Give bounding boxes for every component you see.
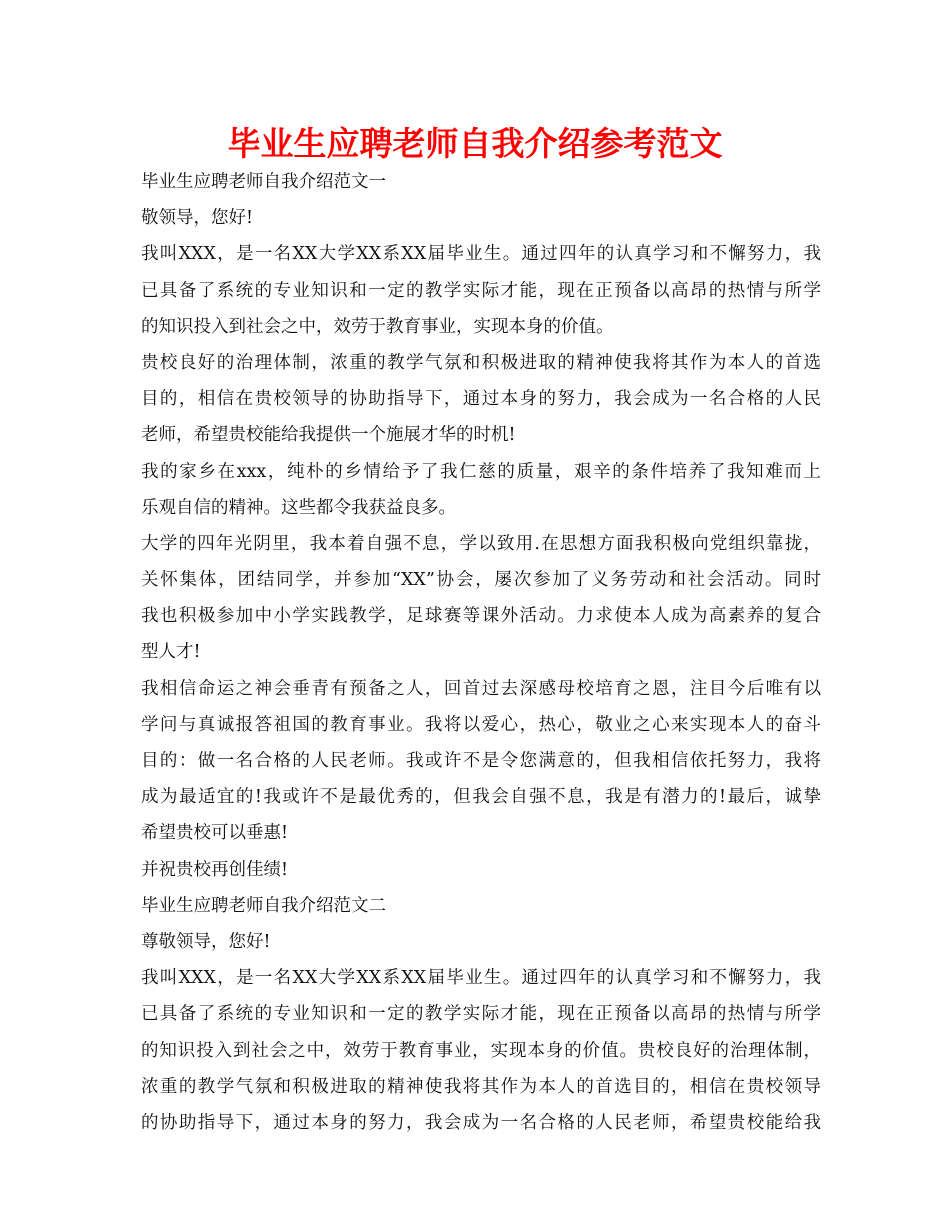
body-line: 目的：做一名合格的人民老师。我或许不是令您满意的，但我相信依托努力，我将	[141, 751, 821, 771]
body-line: 我的家乡在xxx，纯朴的乡情给予了我仁慈的质量，艰辛的条件培养了我知难而上	[141, 461, 821, 482]
document-title: 毕业生应聘老师自我介绍参考范文	[227, 124, 723, 163]
body-line: 已具备了系统的专业知识和一定的教学实际才能，现在正预备以高昂的热情与所学	[141, 1004, 821, 1025]
body-line: 希望贵校可以垂惠!	[141, 823, 289, 844]
body-line: 我叫XXX，是一名XX大学XX系XX届毕业生。通过四年的认真学习和不懈努力，我	[141, 244, 821, 265]
body-line: 毕业生应聘老师自我介绍范文一	[141, 172, 386, 192]
body-line: 学问与真诚报答祖国的教育事业。我将以爱心，热心，敬业之心来实现本人的奋斗	[141, 714, 821, 735]
body-line: 敬领导，您好!	[141, 208, 254, 229]
body-line: 贵校良好的治理体制，浓重的教学气氛和积极进取的精神使我将其作为本人的首选	[141, 352, 821, 373]
body-line: 成为最适宜的!我或许不是最优秀的，但我会自强不息，我是有潜力的!最后，诚挚	[141, 787, 821, 808]
body-line: 的知识投入到社会之中，效劳于教育事业，实现本身的价值。	[141, 316, 614, 337]
body-line: 尊敬领导，您好!	[141, 931, 271, 952]
body-line: 毕业生应聘老师自我介绍范文二	[141, 895, 386, 916]
body-line: 关怀集体，团结同学，并参加“XX”协会，屡次参加了义务劳动和社会活动。同时	[141, 570, 821, 591]
body-line: 目的，相信在贵校领导的协助指导下，通过本身的努力，我会成为一名合格的人民	[141, 389, 821, 410]
body-line: 大学的四年光阴里，我本着自强不息，学以致用.在思想方面我积极向党组织靠拢，	[141, 533, 821, 554]
body-line: 型人才!	[141, 642, 201, 663]
body-line: 的知识投入到社会之中，效劳于教育事业，实现本身的价值。贵校良好的治理体制，	[141, 1040, 821, 1061]
body-line: 的协助指导下，通过本身的努力，我会成为一名合格的人民老师，希望贵校能给我	[141, 1112, 821, 1133]
body-line: 浓重的教学气氛和积极进取的精神使我将其作为本人的首选目的，相信在贵校领导	[141, 1076, 821, 1097]
body-line: 我也积极参加中小学实践教学，足球赛等课外活动。力求使本人成为高素养的复合	[141, 606, 821, 627]
body-line: 我叫XXX，是一名XX大学XX系XX届毕业生。通过四年的认真学习和不懈努力，我	[141, 968, 821, 989]
document-body	[141, 164, 821, 1141]
body-line: 我相信命运之神会垂青有预备之人，回首过去深感母校培育之恩，注目今后唯有以	[141, 678, 821, 699]
body-line: 已具备了系统的专业知识和一定的教学实际才能，现在正预备以高昂的热情与所学	[141, 280, 821, 301]
body-line: 乐观自信的精神。这些都令我获益良多。	[141, 497, 456, 518]
body-line: 并祝贵校再创佳绩!	[141, 859, 289, 880]
body-line: 老师，希望贵校能给我提供一个施展才华的时机!	[141, 425, 516, 446]
